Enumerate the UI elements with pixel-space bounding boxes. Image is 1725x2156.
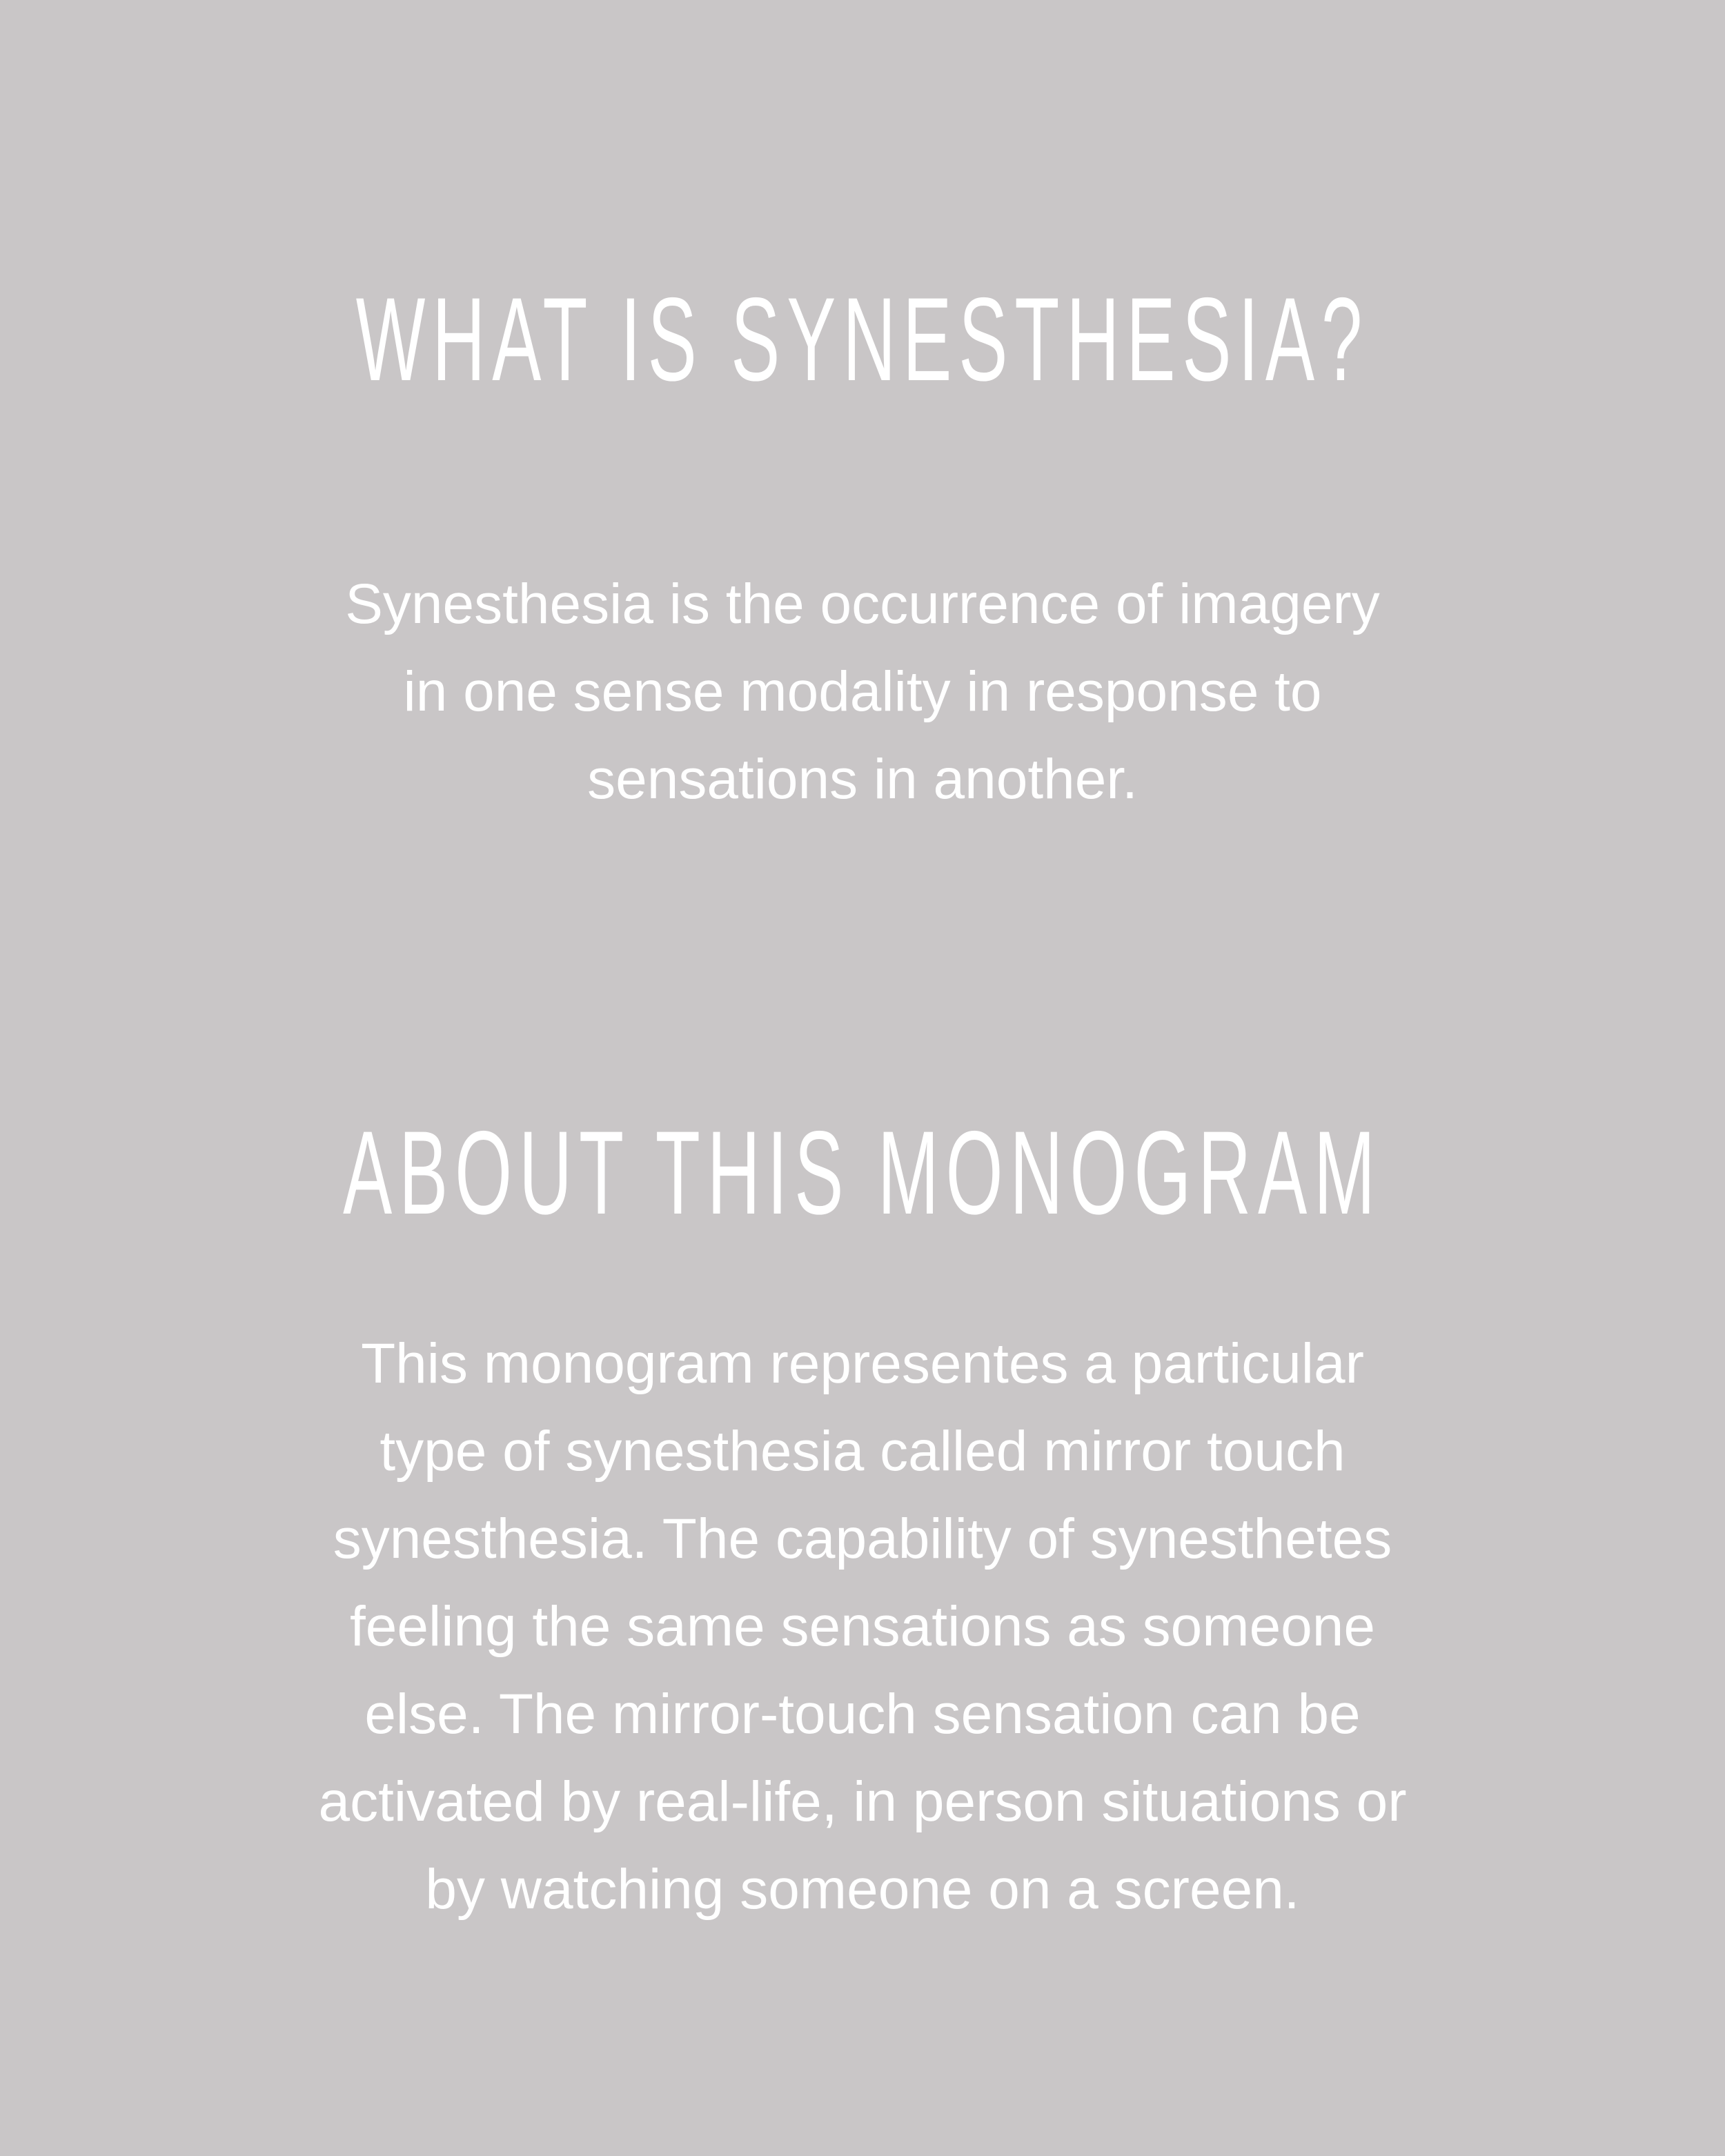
- paragraph-line: synesthesia. The capability of synesthetes: [333, 1507, 1392, 1570]
- paragraph-line: type of synesthesia called mirror touch: [379, 1420, 1346, 1483]
- paragraph-line: else. The mirror-touch sensation can be: [364, 1683, 1361, 1745]
- section-heading-about-this-monogram: ABOUT THIS MONOGRAM: [343, 1107, 1382, 1239]
- synesthesia-definition-paragraph: [138, 560, 1587, 823]
- section-heading-what-is-synesthesia: WHAT IS SYNESTHESIA?: [355, 273, 1370, 406]
- paragraph-line: activated by real-life, in person situations or: [318, 1770, 1407, 1833]
- paragraph-line: Synesthesia is the occurrence of imagery: [345, 573, 1380, 635]
- paragraph-line: in one sense modality in response to: [403, 660, 1322, 723]
- paragraph-line: This monogram representes a particular: [361, 1332, 1364, 1395]
- paragraph-line: feeling the same sensations as someone: [349, 1595, 1375, 1658]
- monogram-description-paragraph: [138, 1320, 1587, 1933]
- paragraph-line: sensations in another.: [587, 748, 1138, 811]
- paragraph-line: by watching someone on a screen.: [425, 1858, 1300, 1921]
